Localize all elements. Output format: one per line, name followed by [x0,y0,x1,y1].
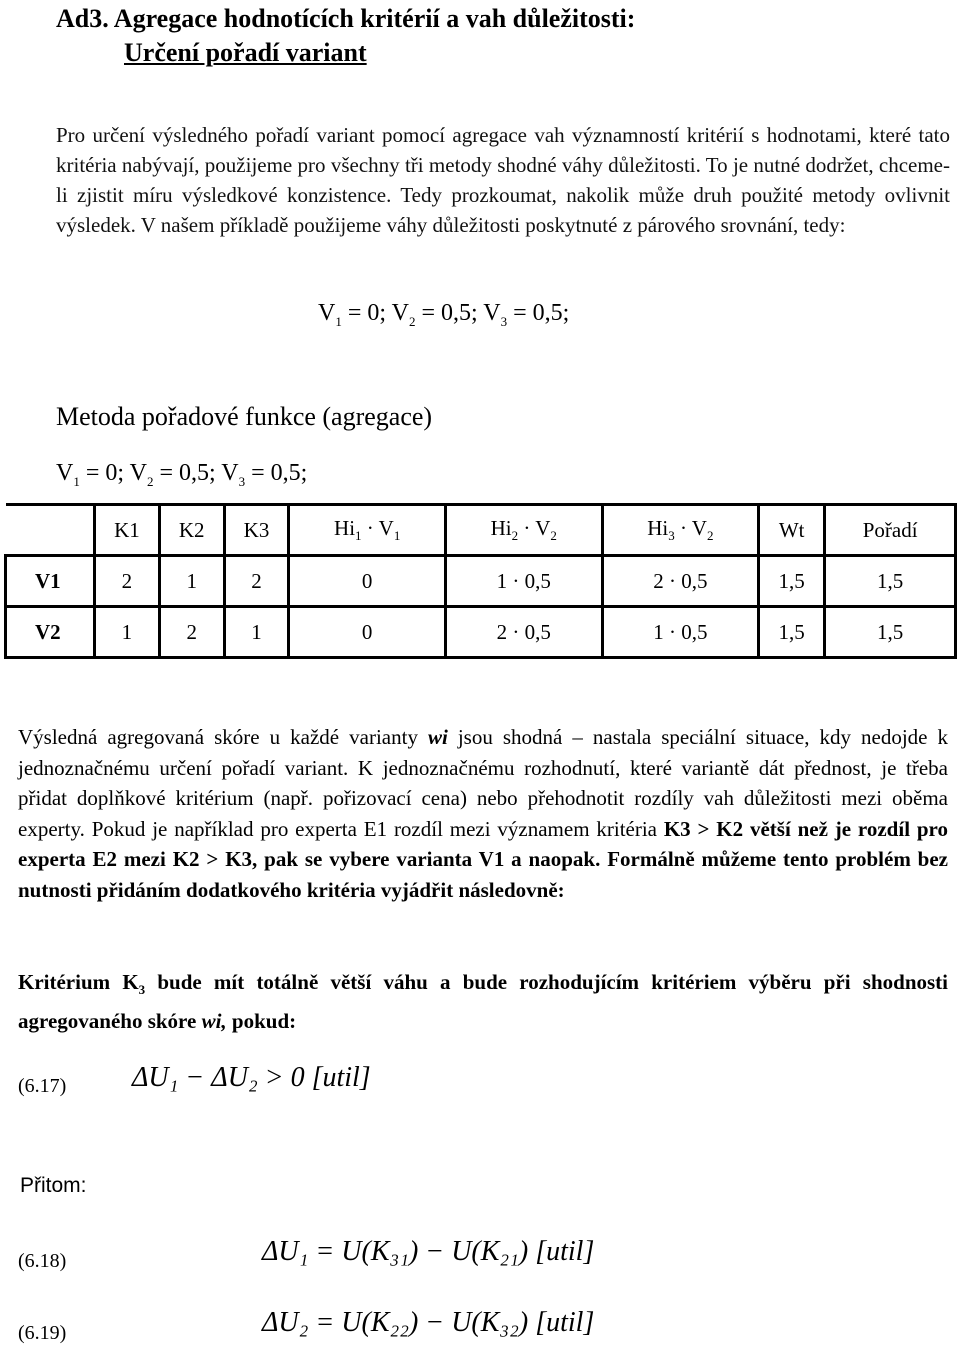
weights-line: $V_1 = 0$; $V_2 = 0,5$; $V_3 = 0,5$; [318,300,570,329]
cell: 1 [159,556,224,607]
header-cell: Wt [759,505,825,556]
header-cell: K2 [159,505,224,556]
header-cell: $Hi_2 \cdot V_2$ [445,505,602,556]
result-paragraph: Výsledná agregovaná skóre u každé varianty wi jsou shodná – nastala speciální situace, kdy nedojde k jednoznačnému určení pořadí variant. K jednoznačnému rozhodnutí, které variantě dát přednost, je třeba přidat doplňkové kritérium (např. pořizovací cena) nebo přehodnotit rozdíly vah důležitosti mezi oběma experty. Pokud je například pro experta E1 rozdíl mezi významem kritéria K3 > K2 větší než je rozdíl pro experta E2 mezi K2 > K3, pak se vybere varianta V1 a naopak. Formálně můžeme tento problém bez nutnosti přidáním dodatkového kritéria vyjádřit následovně: [18,725,948,902]
table-row [6,607,956,658]
cell: 1,5 [825,607,956,658]
table-header-row [6,505,956,556]
cell: 1,5 [759,607,825,658]
cell: 2 · 0,5 [445,607,602,658]
cell: 1 [95,607,160,658]
equation-number-6-17: (6.17) [18,1075,67,1097]
header-cell: Pořadí [825,505,956,556]
cell: 1,5 [825,556,956,607]
equation-6-19: ΔU₂ = U(K₂₂) − U(K₃₂) [util] [262,1307,595,1338]
cell: 2 [95,556,160,607]
cell: 2 [224,556,289,607]
title-line-1: Ad3. Agregace hodnotících kritérií a vah důležitosti: [56,4,636,33]
criterion-paragraph: Kritérium $K_3$ bude mít totálně větší váhu a bude rozhodujícím kritériem výběru při shodnosti agregovaného skóre wi, pokud: [18,970,948,1033]
equation-6-18: ΔU₁ = U(K₃₁) − U(K₂₁) [util] [262,1236,595,1267]
cell: 1 · 0,5 [602,607,759,658]
title-line-2: Určení pořadí variant [124,38,367,67]
equation-number-6-18: (6.18) [18,1250,67,1272]
cell: 2 [159,607,224,658]
results-table [4,503,957,659]
row-label: V2 [6,607,95,658]
cell: 1,5 [759,556,825,607]
page-title [56,2,635,70]
intro-paragraph: Pro určení výsledného pořadí variant pomocí agregace vah významností kritérií s hodnotami, které tato kritéria nabývají, použijeme pro všechny tři metody shodné váhy důležitosti. To je nutné dodržet, chceme-li zjistit míru výsledkové konzistence. Tedy prozkoumat, nakolik může druh použité metody ovlivnit výsledek. V našem příkladě použijeme váhy důležitosti poskytnuté z párového srovnání, tedy: [56,123,950,237]
cell: 1 · 0,5 [445,556,602,607]
cell: 0 [289,556,446,607]
header-cell: $Hi_3 \cdot V_2$ [602,505,759,556]
row-label: V1 [6,556,95,607]
header-cell: $Hi_1 \cdot V_1$ [289,505,446,556]
cell: 1 [224,607,289,658]
header-cell: K3 [224,505,289,556]
weights-line-2: $V_1 = 0$; $V_2 = 0,5$; $V_3 = 0,5$; [56,460,308,489]
equation-number-6-19: (6.19) [18,1322,67,1344]
section-title: Metoda pořadové funkce (agregace) [56,402,433,431]
header-cell: K1 [95,505,160,556]
pritom-label: Přitom: [20,1174,87,1197]
equation-6-17: ΔU₁ − ΔU₂ > 0 [util] [132,1062,371,1093]
table-row [6,556,956,607]
cell: 2 · 0,5 [602,556,759,607]
cell: 0 [289,607,446,658]
